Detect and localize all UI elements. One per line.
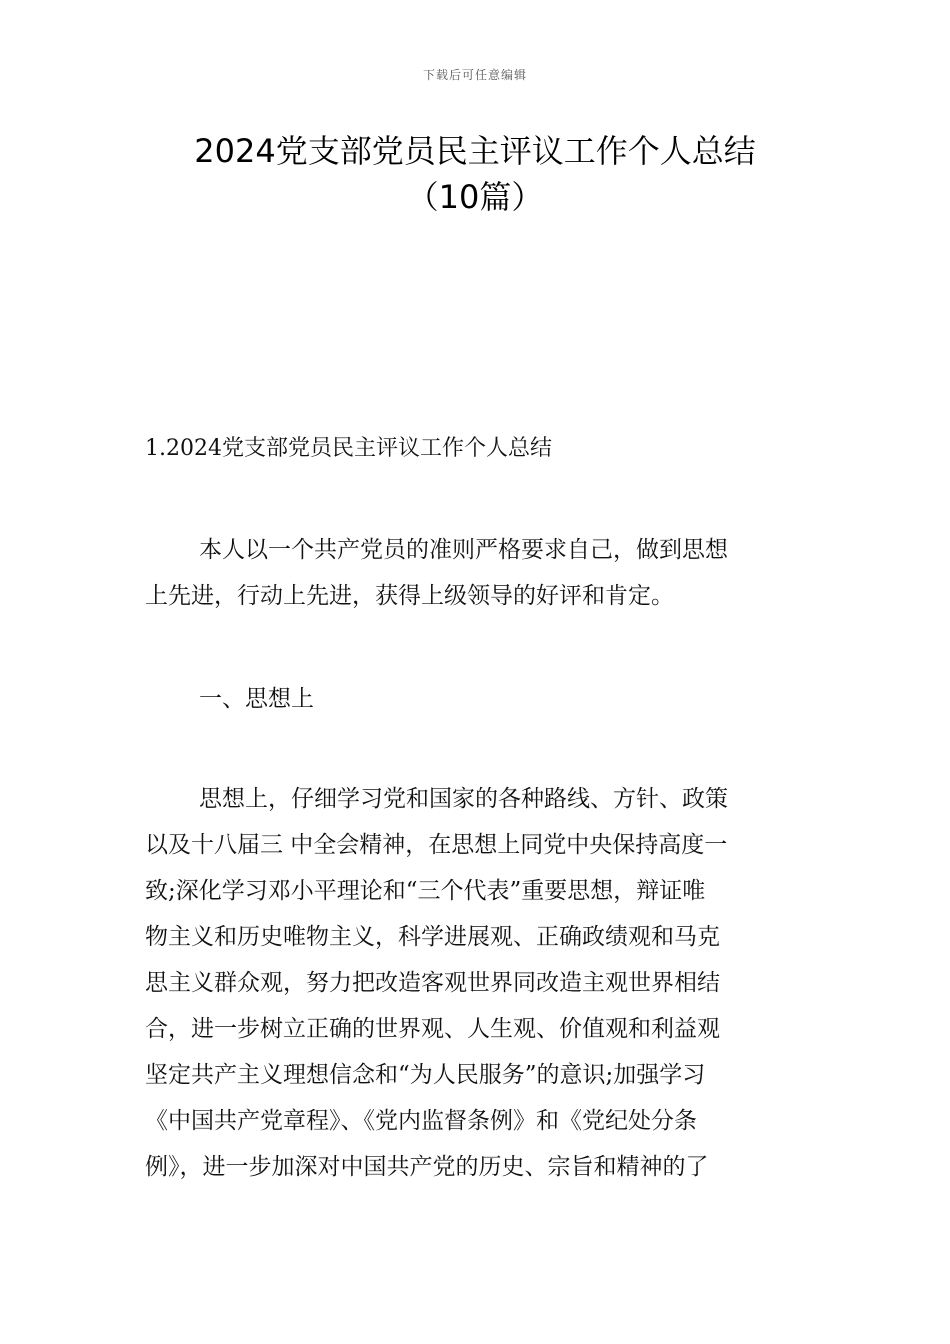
intro-paragraph	[145, 527, 805, 619]
paragraph-line: 思主义群众观，努力把改造客观世界同改造主观世界相结	[145, 970, 720, 996]
paragraph-line: 以及十八届三 中全会精神，在思想上同党中央保持高度一	[145, 832, 728, 858]
header-note: 下载后可任意编辑	[422, 68, 527, 82]
document-title	[80, 128, 870, 220]
paragraph-line: 坚定共产主义理想信念和“为人民服务”的意识;加强学习	[145, 1062, 706, 1088]
title-line-2: （10篇）	[406, 178, 544, 216]
title-line-1: 2024党支部党员民主评议工作个人总结	[194, 132, 756, 170]
paragraph-line: 物主义和历史唯物主义，科学进展观、正确政绩观和马克	[145, 924, 720, 950]
paragraph-line: 上先进，行动上先进，获得上级领导的好评和肯定。	[145, 583, 674, 609]
subheading: 一、思想上	[199, 686, 314, 712]
body-paragraph	[145, 776, 805, 1190]
subheading-paragraph	[145, 676, 805, 722]
paragraph-line: 合，进一步树立正确的世界观、人生观、价值观和利益观	[145, 1016, 720, 1042]
section-heading: 1.2024党支部党员民主评议工作个人总结	[145, 436, 552, 461]
paragraph-line: 本人以一个共产党员的准则严格要求自己，做到思想	[199, 537, 728, 563]
paragraph-line: 致;深化学习邓小平理论和“三个代表”重要思想，辩证唯	[145, 878, 706, 904]
paragraph-line: 思想上，仔细学习党和国家的各种路线、方针、政策	[199, 786, 728, 812]
paragraph-line: 《中国共产党章程》、《党内监督条例》和《党纪处分条	[145, 1108, 697, 1134]
paragraph-line: 例》，进一步加深对中国共产党的历史、宗旨和精神的了	[145, 1154, 709, 1180]
